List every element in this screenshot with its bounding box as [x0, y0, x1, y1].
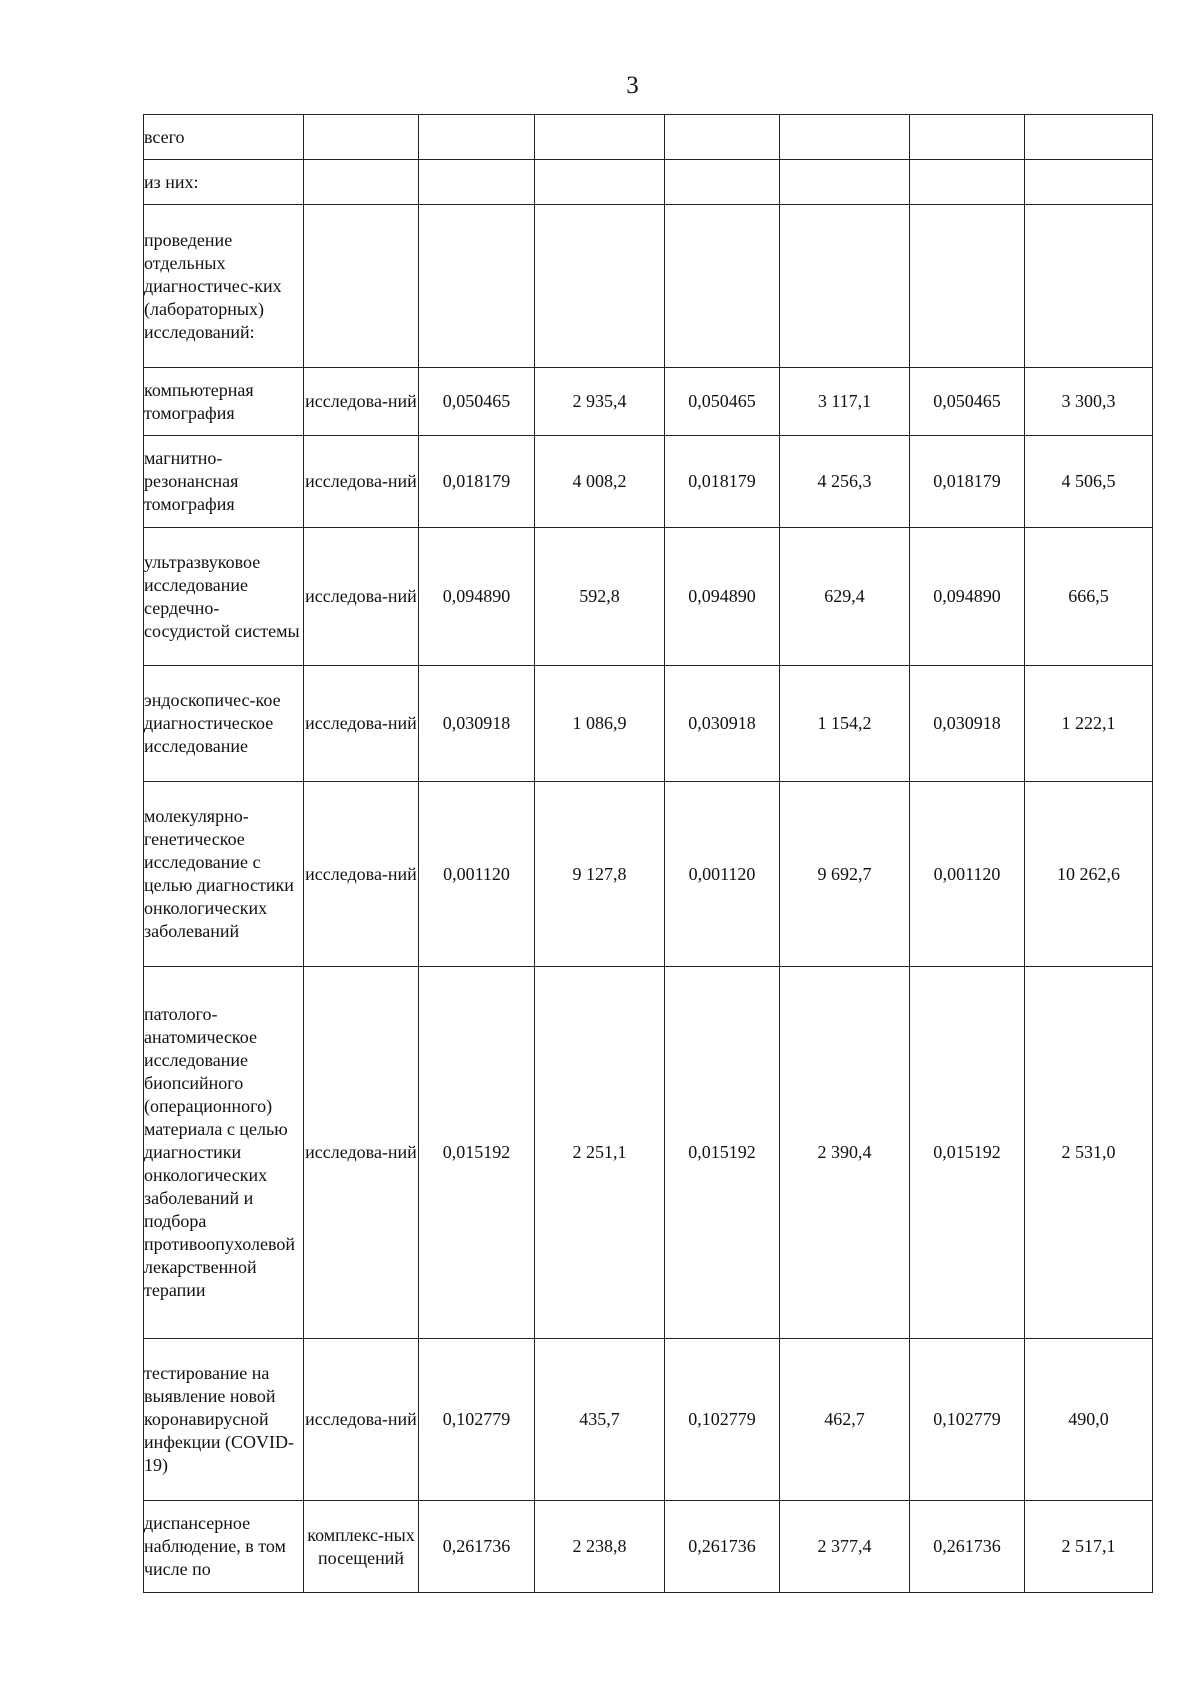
value-cell: 2 935,4 — [535, 368, 665, 436]
value-cell: 0,261736 — [419, 1501, 535, 1593]
value-cell: 0,030918 — [910, 666, 1025, 782]
unit-cell: исследова-ний — [304, 528, 419, 666]
value-cell — [665, 160, 780, 205]
unit-cell: исследова-ний — [304, 436, 419, 528]
table-row — [144, 368, 1153, 436]
value-cell — [419, 115, 535, 160]
value-cell: 592,8 — [535, 528, 665, 666]
value-cell: 4 256,3 — [780, 436, 910, 528]
value-cell: 0,261736 — [910, 1501, 1025, 1593]
value-cell: 2 251,1 — [535, 967, 665, 1339]
value-cell: 9 127,8 — [535, 782, 665, 967]
row-name-cell: эндоскопичес-кое диагностическое исследование — [144, 666, 304, 782]
value-cell: 0,015192 — [419, 967, 535, 1339]
row-name-cell: ультразвуковое исследование сердечно-сосудистой системы — [144, 528, 304, 666]
value-cell: 435,7 — [535, 1339, 665, 1501]
value-cell: 3 300,3 — [1025, 368, 1153, 436]
row-name-cell: проведение отдельных диагностичес-ких (лабораторных) исследований: — [144, 205, 304, 368]
unit-cell: исследова-ний — [304, 782, 419, 967]
value-cell: 4 008,2 — [535, 436, 665, 528]
row-name-cell: патолого-анатомическое исследование биопсийного (операционного) материала с целью диагностики онкологических заболеваний и подбора противоопухолевой лекарственной терапии — [144, 967, 304, 1339]
value-cell: 0,018179 — [419, 436, 535, 528]
value-cell: 1 086,9 — [535, 666, 665, 782]
value-cell: 0,015192 — [910, 967, 1025, 1339]
value-cell: 0,015192 — [665, 967, 780, 1339]
value-cell: 462,7 — [780, 1339, 910, 1501]
row-name-cell: из них: — [144, 160, 304, 205]
value-cell: 4 506,5 — [1025, 436, 1153, 528]
value-cell: 2 238,8 — [535, 1501, 665, 1593]
value-cell — [1025, 160, 1153, 205]
value-cell: 2 390,4 — [780, 967, 910, 1339]
value-cell — [1025, 205, 1153, 368]
unit-cell: исследова-ний — [304, 368, 419, 436]
value-cell — [910, 115, 1025, 160]
table-row — [144, 115, 1153, 160]
row-name-cell: молекулярно-генетическое исследование с целью диагностики онкологических заболеваний — [144, 782, 304, 967]
table-row — [144, 436, 1153, 528]
value-cell: 0,050465 — [665, 368, 780, 436]
value-cell: 0,018179 — [910, 436, 1025, 528]
table-row — [144, 528, 1153, 666]
value-cell: 666,5 — [1025, 528, 1153, 666]
value-cell: 0,102779 — [419, 1339, 535, 1501]
value-cell — [665, 115, 780, 160]
row-name-cell: компьютерная томография — [144, 368, 304, 436]
value-cell — [419, 160, 535, 205]
unit-cell: исследова-ний — [304, 666, 419, 782]
value-cell — [535, 115, 665, 160]
table-row — [144, 967, 1153, 1339]
value-cell — [780, 115, 910, 160]
unit-cell: исследова-ний — [304, 1339, 419, 1501]
value-cell: 0,102779 — [665, 1339, 780, 1501]
value-cell — [419, 205, 535, 368]
value-cell: 1 222,1 — [1025, 666, 1153, 782]
unit-cell: исследова-ний — [304, 967, 419, 1339]
row-name-cell: всего — [144, 115, 304, 160]
unit-cell: комплекс-ных посещений — [304, 1501, 419, 1593]
value-cell — [1025, 115, 1153, 160]
value-cell: 0,050465 — [419, 368, 535, 436]
value-cell — [780, 160, 910, 205]
value-cell: 0,018179 — [665, 436, 780, 528]
table-row — [144, 1501, 1153, 1593]
value-cell: 629,4 — [780, 528, 910, 666]
value-cell — [535, 160, 665, 205]
value-cell — [665, 205, 780, 368]
value-cell: 2 377,4 — [780, 1501, 910, 1593]
unit-cell — [304, 205, 419, 368]
value-cell: 0,030918 — [665, 666, 780, 782]
value-cell — [910, 205, 1025, 368]
table-row — [144, 782, 1153, 967]
value-cell — [780, 205, 910, 368]
value-cell: 0,094890 — [665, 528, 780, 666]
table-row — [144, 666, 1153, 782]
value-cell: 490,0 — [1025, 1339, 1153, 1501]
unit-cell — [304, 160, 419, 205]
value-cell: 0,102779 — [910, 1339, 1025, 1501]
value-cell: 0,001120 — [419, 782, 535, 967]
value-cell: 0,094890 — [910, 528, 1025, 666]
table-row — [144, 1339, 1153, 1501]
row-name-cell: магнитно-резонансная томография — [144, 436, 304, 528]
row-name-cell: тестирование на выявление новой коронавирусной инфекции (COVID-19) — [144, 1339, 304, 1501]
value-cell: 3 117,1 — [780, 368, 910, 436]
value-cell — [535, 205, 665, 368]
value-cell: 0,001120 — [910, 782, 1025, 967]
value-cell: 1 154,2 — [780, 666, 910, 782]
table-row — [144, 160, 1153, 205]
value-cell: 0,001120 — [665, 782, 780, 967]
value-cell: 0,261736 — [665, 1501, 780, 1593]
value-cell: 0,050465 — [910, 368, 1025, 436]
value-cell: 0,094890 — [419, 528, 535, 666]
value-cell: 2 531,0 — [1025, 967, 1153, 1339]
table-row — [144, 205, 1153, 368]
value-cell: 10 262,6 — [1025, 782, 1153, 967]
value-cell: 2 517,1 — [1025, 1501, 1153, 1593]
page-number: 3 — [626, 72, 639, 99]
value-cell: 9 692,7 — [780, 782, 910, 967]
unit-cell — [304, 115, 419, 160]
value-cell: 0,030918 — [419, 666, 535, 782]
row-name-cell: диспансерное наблюдение, в том числе по — [144, 1501, 304, 1593]
data-table — [143, 114, 1153, 1593]
value-cell — [910, 160, 1025, 205]
